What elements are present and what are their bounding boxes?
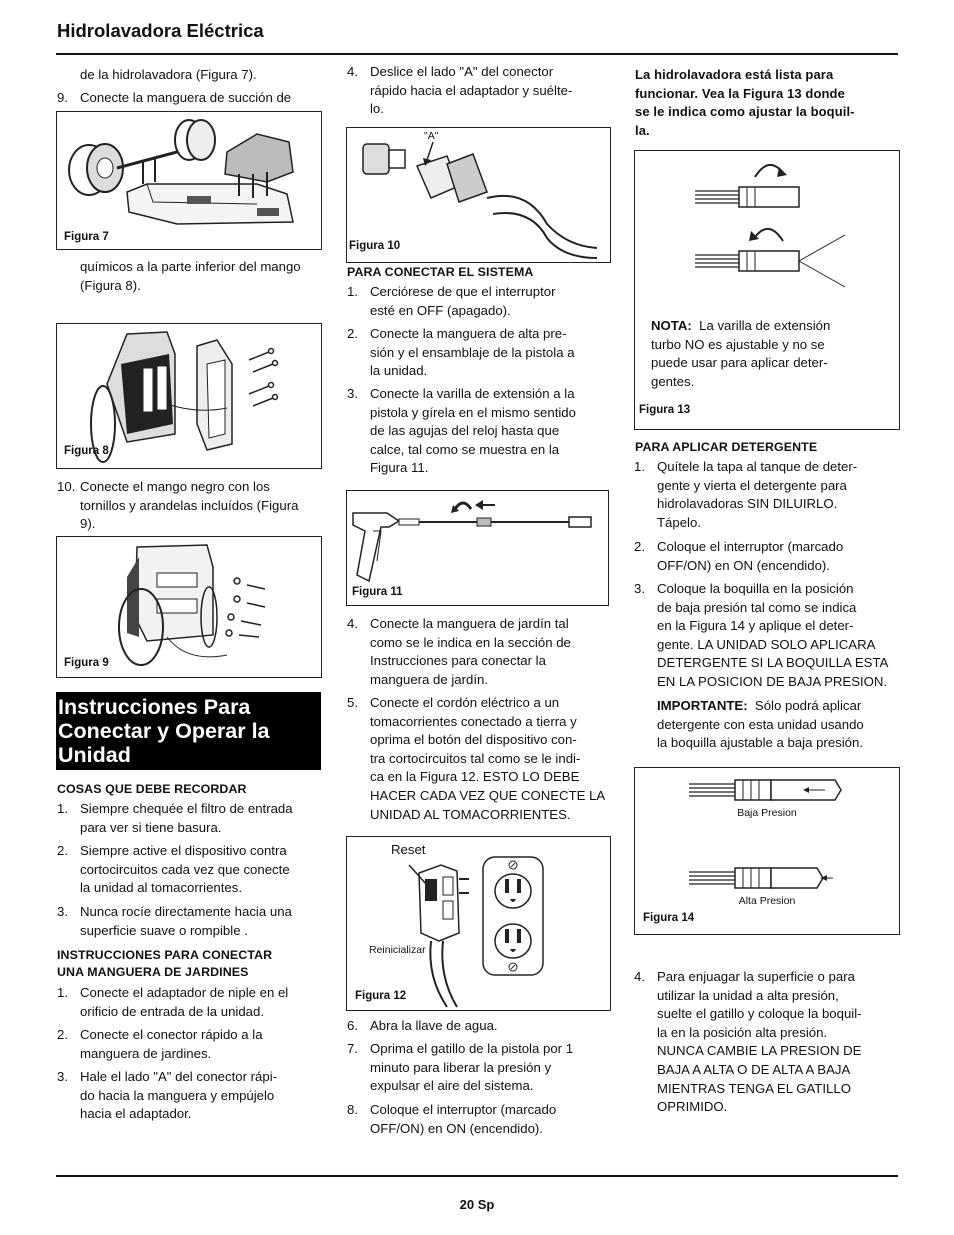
footer-rule	[56, 1175, 898, 1177]
figure-10-label: Figura 10	[349, 240, 401, 252]
page-number: 20 Sp	[459, 1197, 495, 1212]
figure-8	[56, 323, 322, 469]
connector-a-callout: "A"	[424, 130, 439, 142]
figure-11	[346, 490, 609, 606]
figure-12	[346, 836, 611, 1011]
figure-13-label: Figura 13	[639, 404, 691, 416]
section-banner: Instrucciones Para Conectar y Operar la Unidad	[56, 692, 321, 770]
continued-text: de la hidrolavadora (Figura 7).	[80, 67, 257, 82]
baja-presion-label: Baja Presion	[737, 807, 797, 819]
figure-14	[634, 767, 900, 935]
figure-7-label: Figura 7	[64, 231, 109, 243]
sistema-heading: PARA CONECTAR EL SISTEMA	[347, 265, 534, 279]
figure-7	[56, 111, 322, 250]
reinicializar-label: Reinicializar	[369, 944, 426, 956]
alta-presion-label: Alta Presion	[738, 895, 796, 907]
handle-screws-illustration	[57, 537, 321, 677]
detergente-heading: PARA APLICAR DETERGENTE	[635, 440, 818, 454]
figure-10	[346, 127, 611, 263]
figure-9-label: Figura 9	[64, 657, 109, 669]
gfci-outlet-illustration	[347, 837, 610, 1010]
ready-paragraph: La hidrolavadora está lista para funcionar. Vea la Figura 13 donde se le indica como ajustar la boquil- la.	[635, 67, 855, 138]
figure-11-label: Figura 11	[352, 586, 403, 598]
header-rule	[56, 53, 898, 55]
figure-8-label: Figura 8	[64, 445, 109, 457]
reset-label: Reset	[391, 842, 426, 857]
figure-9	[56, 536, 322, 678]
figure-12-label: Figura 12	[355, 990, 407, 1002]
nota-paragraph: NOTA: La varilla de extensión turbo NO es ajustable y no se puede usar para aplicar deter- gentes.	[651, 318, 831, 389]
page-header-title: Hidrolavadora Eléctrica	[57, 20, 264, 41]
pressure-washer-base-illustration	[57, 112, 321, 249]
figure-13	[634, 150, 900, 430]
importante-paragraph: IMPORTANTE: Sólo podrá aplicar detergente con esta unidad usando la boquilla ajustable a baja presión.	[657, 698, 864, 751]
manguera-heading: INSTRUCCIONES PARA CONECTAR UNA MANGUERA DE JARDINES	[57, 948, 273, 979]
paragraph: químicos a la parte inferior del mango (Figura 8).	[80, 259, 301, 293]
figure-14-label: Figura 14	[643, 912, 695, 924]
nozzle-positions-illustration	[635, 768, 899, 898]
cosas-heading: COSAS QUE DEBE RECORDAR	[57, 782, 247, 796]
nozzle-adjustment-illustration	[635, 151, 899, 311]
